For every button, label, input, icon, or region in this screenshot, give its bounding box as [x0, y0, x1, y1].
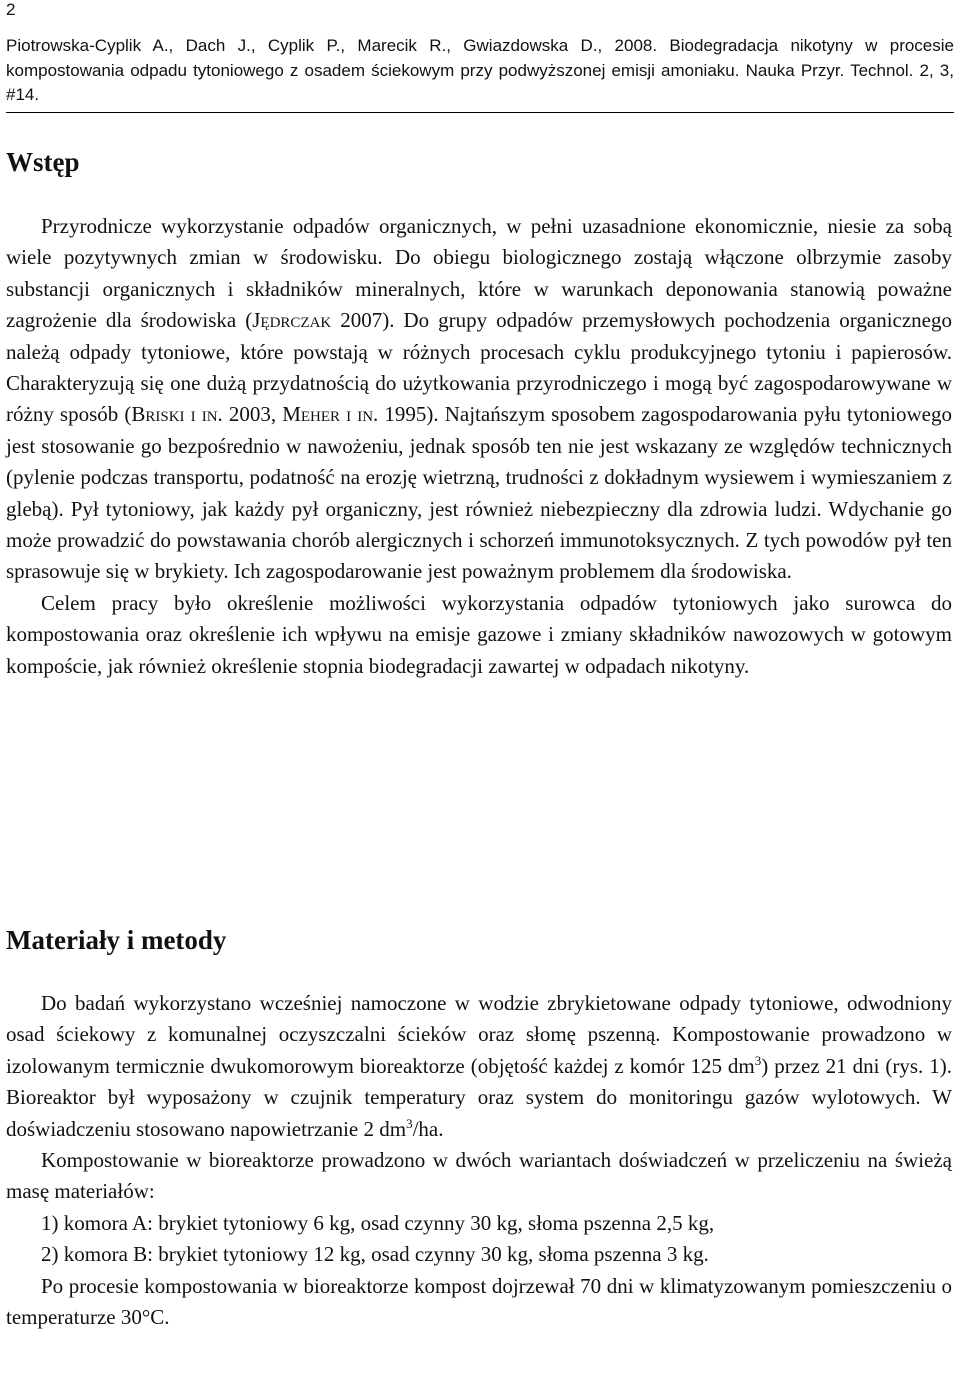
- list-item: 1) komora A: brykiet tytoniowy 6 kg, osad czynny 30 kg, słoma pszenna 2,5 kg,: [41, 1210, 715, 1235]
- methods-text-b: ) przez 21 dni (rys. 1). Bioreaktor był wyposażony w czujnik temperatury oraz system do monitoringu gazów wylotowych. W doświadczeniu stosowano napowietrzanie 2 dm: [6, 1053, 952, 1141]
- methods-paragraph-2: Kompostowanie w bioreaktorze prowadzono w dwóch wariantach doświadczeń w przeliczeniu na świeżą masę materiałów:: [6, 1148, 952, 1204]
- intro-text-a: Przyrodnicze wykorzystanie odpadów organicznych, w pełni uzasadnione ekonomicznie, niesie za sobą wiele pozytywnych zmian w środowisku. Do obiegu biologicznego zostają włączone olbrzymie zasoby substancji organicznych i składników mineralnych, które w warunkach deponowania stanowią poważne zagrożenie dla środowiska (: [6, 214, 952, 333]
- list-item: 2) komora B: brykiet tytoniowy 12 kg, osad czynny 30 kg, słoma pszenna 3 kg.: [41, 1242, 709, 1267]
- methods-paragraph-1: [6, 988, 952, 1145]
- introduction-body: [6, 211, 952, 682]
- intro-text-b: 2007). Do grupy odpadów przemysłowych pochodzenia organicznego należą odpady tytoniowe, które powstają w różnych procesach cyklu produkcyjnego tytoniu i papierosów. Charakteryzują się one dużą przydatnością do użytkowania przyrodniczego i mogą być zagospodarowywane w różny sposób (: [6, 308, 952, 427]
- superscript-3: 3: [406, 1115, 413, 1131]
- methods-body: [6, 988, 952, 1333]
- intro-text-c: 2003,: [222, 402, 283, 427]
- intro-paragraph-2: Celem pracy było określenie możliwości wykorzystania odpadów tytoniowych jako surowca do kompostowania oraz określenie ich wpływu na emisje gazowe i zmiany składników nawozowych w gotowym kompoście, jak również określenie stopnia biodegradacji zawartej w odpadach nikotyny.: [6, 590, 952, 678]
- methods-paragraph-3: Po procesie kompostowania w bioreaktorze kompost dojrzewał 70 dni w klimatyzowanym pomieszczeniu o temperaturze 30°C.: [6, 1273, 952, 1330]
- superscript-3: 3: [754, 1052, 762, 1068]
- section-heading-methods: Materiały i metody: [6, 925, 227, 955]
- methods-text-a: Do badań wykorzystano wcześniej namoczone w wodzie zbrykietowane odpady tytoniowe, odwodniony osad ściekowy z komunalnej oczyszczalni ścieków oraz słomę pszenną. Kompostowanie prowadzono w izolowanym termicznie dwukomorowym bioreaktorze (objętość każdej z komór 125 dm: [6, 991, 952, 1078]
- citation-ref-briski: Briski i in.: [131, 402, 223, 427]
- methods-text-c: /ha.: [412, 1116, 444, 1141]
- citation-header: Piotrowska-Cyplik A., Dach J., Cyplik P., Marecik R., Gwiazdowska D., 2008. Biodegradacja nikotyny w procesie kompostowania odpadu tytoniowego z osadem ściekowym przy podwyższonej emisji amoniaku. Nauka Przyr. Technol. 2, 3, #14.: [6, 34, 954, 113]
- intro-paragraph-1: [6, 211, 952, 588]
- citation-ref-jedrczak: Jędrczak: [252, 308, 332, 333]
- intro-text-d: 1995). Najtańszym sposobem zagospodarowania pyłu tytoniowego jest stosowanie go bezpośrednio w nawożeniu, jednak sposób ten nie jest wskazany ze względów technicznych (pylenie podczas transportu, podatność na erozję wietrzną, trudności z dokładnym wysiewem i wymieszaniem z glebą). Pył tytoniowy, jak każdy pył organiczny, jest również niebezpieczny dla zdrowia ludzi. Wdychanie go może prowadzić do powstawania chorób alergicznych i schorzeń immunotoksycznych. Z tych powodów pył ten sprasowuje się w brykiety. Ich zagospodarowanie jest poważnym problemem dla środowiska.: [6, 402, 953, 584]
- page-number: 2: [6, 0, 16, 19]
- section-heading-introduction: Wstęp: [6, 147, 80, 177]
- citation-ref-meher: Meher i in.: [282, 402, 379, 427]
